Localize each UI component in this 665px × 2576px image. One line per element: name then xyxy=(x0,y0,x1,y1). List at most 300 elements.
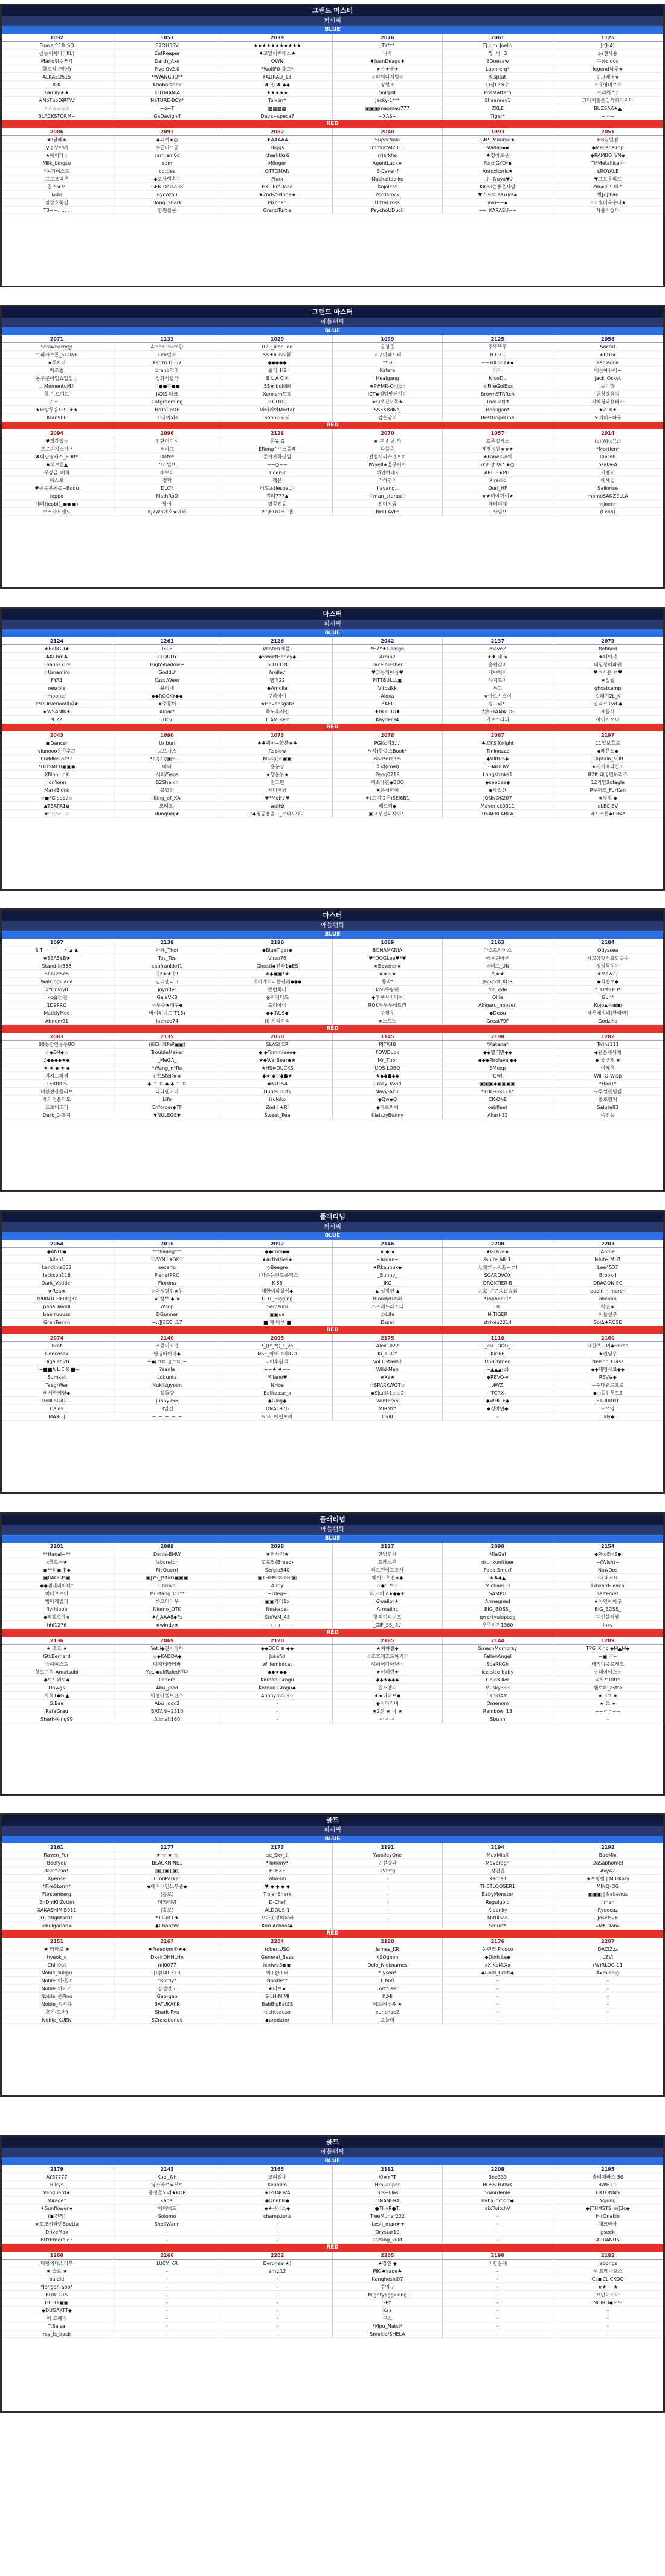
player-name: paldid xyxy=(2,2275,112,2283)
player-name: hyeok_c xyxy=(2,1953,112,1961)
player-name: GaDavignff xyxy=(112,112,222,120)
team-score: 2135 xyxy=(112,1033,222,1041)
player-name: kobi xyxy=(2,191,112,199)
player-name: CatReaper xyxy=(112,50,222,57)
table-row xyxy=(2,1945,663,1953)
player-name: Cj.cjm_Joel☆ xyxy=(443,42,553,50)
player-name: ikiFireGolExx xyxy=(443,382,553,390)
team-score: 2076 xyxy=(332,34,442,42)
player-name: ice-sice-baby xyxy=(443,1668,553,1676)
player-name: ◆◆엔테리아너* xyxy=(2,1582,112,1590)
player-name: 레드히고★◆◆★ xyxy=(332,1590,442,1598)
player-name: ◆Chantxx xyxy=(112,1922,222,1930)
team-score: 2203 xyxy=(553,1240,663,1248)
player-name: ◆ANDI◆ xyxy=(2,1248,112,1256)
player-name: Dawgs xyxy=(2,1684,112,1692)
player-name: ★킨님우 xyxy=(553,1350,663,1358)
table-row xyxy=(2,1566,663,1574)
player-name: 항린볼론 xyxy=(112,207,222,214)
table-row xyxy=(2,1096,663,1103)
player-name: Maveragh xyxy=(443,1859,553,1867)
player-name: 지혜청와유테가 xyxy=(553,398,663,406)
player-name: MINQ-OG xyxy=(553,1883,663,1890)
player-name: SCrossbone$ xyxy=(112,2016,222,2024)
table-row xyxy=(2,57,663,65)
table-row xyxy=(2,351,663,359)
player-name: ★치야갈◆ xyxy=(332,1645,442,1653)
player-name: 재야치아 xyxy=(443,669,553,676)
player-name: Kojolcat xyxy=(332,183,442,191)
player-name: ☆SPARKWOT☆ xyxy=(332,1381,442,1389)
team-score: 2192 xyxy=(553,1843,663,1851)
table-row xyxy=(2,144,663,152)
player-name: DkairDHHLHn xyxy=(112,1953,222,1961)
player-name: Ollie xyxy=(443,994,553,1001)
table-row xyxy=(2,954,663,962)
player-name: Raven_Fun xyxy=(2,1851,112,1859)
player-name: *Wang_n*Ro xyxy=(112,1064,222,1072)
player-name: *Mortien* xyxy=(553,445,663,453)
table-row xyxy=(2,1111,663,1119)
player-name: 뚜뚜뚜뚜 xyxy=(443,343,553,351)
player-name: Iko@ⓨ전 xyxy=(2,994,112,1001)
player-name: HK~Era-Taco xyxy=(222,183,332,191)
player-name: mi0077 xyxy=(112,1961,222,1969)
player-name: - xyxy=(443,2008,553,2016)
table-row xyxy=(2,1582,663,1590)
player-name: Yet.i◆진어레하 xyxy=(112,1645,222,1653)
player-name: - xyxy=(112,2314,222,2322)
table-row xyxy=(2,199,663,207)
player-name: (i) 거리까리 xyxy=(222,1017,332,1025)
player-name: - xyxy=(222,2299,332,2307)
player-name: ★ 티마로 ★ xyxy=(2,1945,112,1953)
table-row xyxy=(2,1311,663,1319)
player-name: ♡●●♡●● xyxy=(112,382,222,390)
player-name: - xyxy=(112,2307,222,2314)
player-name: 러하영이 xyxy=(332,477,442,484)
player-name: - xyxy=(222,2283,332,2291)
player-name: ***haang*** xyxy=(112,1248,222,1256)
player-name: 호기(도마) xyxy=(2,2008,112,2016)
table-row xyxy=(2,2173,663,2181)
player-name: Uh-Ohmeo xyxy=(443,1358,553,1366)
player-name: 바이위너드(T15) xyxy=(112,1009,222,1017)
team-score: 1145 xyxy=(332,1033,442,1041)
player-name: MiaGal xyxy=(443,1550,553,1558)
player-name: 아젠아셀로젠스 xyxy=(112,1692,222,1700)
table-row xyxy=(2,700,663,708)
player-name: Ainar* xyxy=(112,708,222,716)
player-name: 폭.야르기르 xyxy=(2,390,112,398)
blue-team-band: BLUE xyxy=(2,1232,663,1240)
red-team-band: RED xyxy=(2,1629,663,1637)
player-name: alleoon xyxy=(553,1295,663,1303)
player-name: Enforcer◆TF xyxy=(112,1103,222,1111)
table-row xyxy=(2,1001,663,1009)
player-name: ♡/VOLLXOX♡ xyxy=(112,1256,222,1264)
player-name: 대한이하실에◆ xyxy=(222,1287,332,1295)
player-name: robertUSO xyxy=(222,1945,332,1953)
player-name: 애폐(jeobl(_▣▣▣) xyxy=(2,500,112,508)
player-name: P무원즈_FurKan xyxy=(553,786,663,794)
player-name: **WANG.IO** xyxy=(112,73,222,81)
player-name: <Bulgarian> xyxy=(2,1922,112,1930)
player-name: - xyxy=(553,1985,663,1993)
player-name: MarkBlock xyxy=(2,786,112,794)
player-name: TPG_King ◆M▲M◆ xyxy=(553,1645,663,1653)
player-name: *E7Y★George xyxy=(332,645,442,653)
player-name: _Bunny_ xyxy=(332,1271,442,1279)
player-name: Alexa xyxy=(332,692,442,700)
player-name: Akari-13 xyxy=(443,1111,553,1119)
player-name: jeppo xyxy=(2,492,112,500)
player-name: ★★★★★★★★★★★ xyxy=(222,42,332,50)
player-name: ~::][EEE_.17 xyxy=(112,1319,222,1326)
blue-team-band: BLUE xyxy=(2,2157,663,2165)
player-name: sono☆뭐뭐 xyxy=(222,414,332,422)
player-name: ~▲▲▲(d) xyxy=(443,1366,553,1373)
player-name: 이+@+버 xyxy=(222,1969,332,1977)
table-row xyxy=(2,207,663,214)
team-score: 1282 xyxy=(553,1033,663,1041)
red-team-table xyxy=(2,1637,663,1723)
player-name: SuperNola xyxy=(332,136,442,144)
player-name: - xyxy=(332,1875,442,1883)
table-row xyxy=(2,1598,663,1605)
blue-team-table xyxy=(2,939,663,1025)
panel-subtitle: 퍼시픽 xyxy=(2,16,663,26)
player-name: ●THyR●T. xyxy=(332,2205,442,2212)
player-name: Flower110_SO xyxy=(2,42,112,50)
player-name: 해투배정배(한라마) xyxy=(553,1009,663,1017)
player-name: Kuei_Nh xyxy=(112,2173,222,2181)
player-name: ★중문이 xyxy=(112,700,222,708)
player-name: 헤시드우전★◆ xyxy=(332,1574,442,1582)
player-name: Niomo_OTK xyxy=(112,1605,222,1613)
player-name: Allen1 xyxy=(2,1256,112,1264)
player-name: FAQRAD_13 xyxy=(222,73,332,81)
player-name: 구루쩔한팀팀 xyxy=(553,1088,663,1096)
table-row xyxy=(2,2228,663,2236)
table-row xyxy=(2,2189,663,2197)
team-score: 1261 xyxy=(112,637,222,645)
player-name: ◆Dinh Le◆ xyxy=(443,1953,553,1961)
player-name: 구팔운 xyxy=(332,1009,442,1017)
table-row xyxy=(2,1684,663,1692)
rank-panel xyxy=(0,607,665,891)
player-name: LUCY_KR xyxy=(112,2260,222,2267)
player-name: Firs~lilas xyxy=(332,2189,442,2197)
player-name: ★BellGO★ xyxy=(2,645,112,653)
player-name: - xyxy=(443,2000,553,2008)
player-name: move2 xyxy=(443,645,553,653)
player-name: 원스엔지 xyxy=(332,1684,442,1692)
player-name: dLEC-EV xyxy=(553,802,663,810)
player-name: 팀그리드 xyxy=(443,700,553,708)
player-name: 경찰흐룩긴 xyxy=(2,199,112,207)
team-score: 2191 xyxy=(332,1843,442,1851)
player-name: ◆VIRUS◆ xyxy=(443,755,553,763)
player-name: - xyxy=(443,2291,553,2299)
player-name: ~Oleg~ xyxy=(222,1590,332,1598)
score-row xyxy=(2,34,663,42)
player-name: - xyxy=(222,2236,332,2244)
team-score: 1090 xyxy=(112,731,222,739)
player-name: R2ft 태정면하리즈 xyxy=(553,771,663,779)
team-score: 2197 xyxy=(553,731,663,739)
player-name: ★★ ~ ★ xyxy=(553,2283,663,2291)
table-row xyxy=(2,676,663,684)
panel-subtitle: 애틀랜틱 xyxy=(2,1525,663,1535)
player-name: 큰번둑바 xyxy=(222,986,332,994)
table-row xyxy=(2,414,663,422)
red-team-table xyxy=(2,731,663,818)
score-row xyxy=(2,429,663,437)
player-name: ScaRKGh xyxy=(443,1660,553,1668)
player-name: NSF_아메그마IGO xyxy=(222,1350,332,1358)
player-name: Uriburi xyxy=(112,739,222,747)
player-name: ♦JuanDeago♦ xyxy=(332,57,442,65)
red-team-band: RED xyxy=(2,422,663,429)
player-name: 大和-YAMATO- xyxy=(443,708,553,716)
player-name: - xyxy=(443,2212,553,2220)
player-name: *여기이스트 xyxy=(2,167,112,175)
player-name: Socrat xyxy=(553,343,663,351)
player-name: sixTwitchV xyxy=(443,2205,553,2212)
blue-team-band: BLUE xyxy=(2,629,663,637)
player-name: ~_~_~_~_~ xyxy=(112,1413,222,1421)
team-score: 2067 xyxy=(443,731,553,739)
player-name: ~~_KARASU~~ xyxy=(443,207,553,214)
player-name: ★(도미)2두)SEI6B1 xyxy=(332,794,442,802)
player-name: ◆WHITE◆ xyxy=(443,1397,553,1405)
player-name: xX.KeM.Xx xyxy=(443,1961,553,1969)
player-name: - xyxy=(112,2228,222,2236)
player-name: Flurx xyxy=(222,175,332,183)
player-name: 프론킹커스 xyxy=(443,437,553,445)
table-row xyxy=(2,2275,663,2283)
table-row xyxy=(2,645,663,653)
player-name: - xyxy=(112,2322,222,2330)
player-name: Maverick0311 xyxy=(443,802,553,810)
player-name: FYA1 xyxy=(2,676,112,684)
player-name: 리부트Ultra xyxy=(553,1676,663,1684)
player-name: ㅎ나그 xyxy=(112,445,222,453)
player-name: Sweet_Pea xyxy=(222,1111,332,1119)
player-name: Xpense xyxy=(2,1875,112,1883)
player-name: eagleone xyxy=(553,359,663,367)
table-row xyxy=(2,50,663,57)
player-name: *Mpu_Natsi* xyxy=(332,2322,442,2330)
player-name: - xyxy=(332,1898,442,1906)
player-name: ★Rea★ xyxy=(2,1287,112,1295)
table-row xyxy=(2,1590,663,1598)
team-score: 2167 xyxy=(112,1938,222,1945)
table-row xyxy=(2,2197,663,2205)
table-row xyxy=(2,367,663,374)
panel-subtitle: 퍼시픽 xyxy=(2,1826,663,1836)
player-name: Noble_콘Pino xyxy=(2,1993,112,2000)
table-row xyxy=(2,390,663,398)
player-name: - xyxy=(553,2314,663,2322)
player-name: 용우문아밀쇼밀밀ৃ xyxy=(2,374,112,382)
player-name: ~~○~~ xyxy=(222,461,332,469)
player-name: Abnom91 xyxy=(2,1017,112,1025)
player-name: Semsubi xyxy=(222,1303,332,1311)
player-name: LZVi xyxy=(553,1953,663,1961)
player-name: Tos_Tos xyxy=(112,954,222,962)
table-row xyxy=(2,684,663,692)
player-name: Sol∆♦ROSE xyxy=(553,1319,663,1326)
player-name: drunkonltiger xyxy=(443,1558,553,1566)
table-row xyxy=(2,1056,663,1064)
player-name: Noble_KUEN xyxy=(2,2016,112,2024)
player-name: MaxMiaX xyxy=(443,1851,553,1859)
player-name: ☆●*Globe♪☆ xyxy=(2,794,112,802)
player-name: ROK투투투네트리 xyxy=(332,1001,442,1009)
team-score: 1073 xyxy=(222,731,332,739)
blue-team-table xyxy=(2,1240,663,1326)
player-name: XMonjur.K xyxy=(2,771,112,779)
player-name: PrisMattern xyxy=(443,89,553,97)
team-score: 2198 xyxy=(443,1033,553,1041)
table-row xyxy=(2,374,663,382)
player-name: 간트Stell★★ xyxy=(112,1072,222,1080)
player-name: ♥ ◆ ◆ ◆ ◆ xyxy=(222,1883,332,1890)
player-name: ★이혜린★ xyxy=(332,1668,442,1676)
player-name: *DOSMEH▣▣◆ xyxy=(2,763,112,771)
player-name: 소니어외s xyxy=(112,414,222,422)
table-row xyxy=(2,661,663,669)
rank-panel xyxy=(0,2135,665,2413)
player-name: Katsra xyxy=(332,367,442,374)
player-name: Captain_KOR xyxy=(553,755,663,763)
player-name: GoldKiller xyxy=(443,1676,553,1684)
player-name: Xiradic xyxy=(443,477,553,484)
player-name: Concesox xyxy=(2,1350,112,1358)
team-score: 1093 xyxy=(443,128,553,136)
player-name: Avy42 xyxy=(553,1867,663,1875)
player-name: AgentLuck★ xyxy=(332,159,442,167)
player-name: Korean-Grogu xyxy=(222,1676,332,1684)
table-row xyxy=(2,2000,663,2008)
player-name: ▣▣▣maomao777 xyxy=(332,104,442,112)
player-name: NOIRO◆도도 xyxy=(553,2299,663,2307)
red-team-band: RED xyxy=(2,1326,663,1334)
player-name: 아돌선부 xyxy=(553,1311,663,1319)
player-name: FINANERA xyxy=(332,2197,442,2205)
player-name: charlikkr6 xyxy=(222,152,332,159)
table-row xyxy=(2,1295,663,1303)
player-name: MightyEggkking xyxy=(332,2291,442,2299)
player-name: GrandTurtle xyxy=(222,207,332,214)
player-name: ★헤이셔 xyxy=(553,653,663,661)
red-team-table xyxy=(2,429,663,516)
table-row xyxy=(2,1676,663,1684)
table-row xyxy=(2,453,663,461)
player-name: ★2위 ★ 나 ★ xyxy=(332,1707,442,1715)
panel-subtitle: 애틀랜틱 xyxy=(2,921,663,931)
player-name: ★아르시스이 xyxy=(443,692,553,700)
team-score: 2073 xyxy=(553,637,663,645)
player-name: ▣▣가미1x xyxy=(222,1598,332,1605)
player-name: ◆피셔★○ xyxy=(112,136,222,144)
player-name: 8Dnesaw xyxy=(443,57,553,65)
player-name: NSF_아린토이 xyxy=(222,1413,332,1421)
player-name: ♣ 집 ♣ ◆◆ xyxy=(222,81,332,89)
player-name: Fürstenberg xyxy=(2,1890,112,1898)
blue-team-band: BLUE xyxy=(2,327,663,335)
player-name: Kayder34 xyxy=(332,716,442,724)
table-row xyxy=(2,1969,663,1977)
player-name: Jjavang.. xyxy=(332,484,442,492)
player-name: StoWM_45 xyxy=(222,1613,332,1621)
player-name: ☆헤이스트 xyxy=(2,1660,112,1668)
player-name: 빔메레빌리 xyxy=(2,1598,112,1605)
table-row xyxy=(2,81,663,89)
table-row xyxy=(2,343,663,351)
player-name: 동이항 xyxy=(553,382,663,390)
player-name: KiOvi는좋은사람 xyxy=(443,183,553,191)
player-name: 人間プァスあーコ! xyxy=(443,1264,553,1271)
player-name: ♣고KS Knight xyxy=(443,739,553,747)
player-name: ◆레펠로에★ xyxy=(2,1613,112,1621)
player-name: Musky333 xyxy=(443,1684,553,1692)
player-name: ■ 제 바루 ■ xyxy=(222,1319,332,1326)
table-row xyxy=(2,1977,663,1985)
player-name: Josefs26 xyxy=(553,1914,663,1922)
player-name: Nelson_Class xyxy=(553,1358,663,1366)
player-name: ★♦ 네 ★ xyxy=(443,653,553,661)
player-name: DACIZzz xyxy=(553,1945,663,1953)
player-name: Godd♂ xyxy=(112,669,222,676)
player-name: ◆◆◆Pirolaval◆◆ xyxy=(443,1056,553,1064)
player-name: - xyxy=(112,2267,222,2275)
rank-panel xyxy=(0,1813,665,2097)
team-score: 2201 xyxy=(2,1543,112,1550)
player-name: ~_৬u~୦୦୦_~ xyxy=(443,1342,553,1350)
table-row xyxy=(2,1914,663,1922)
player-name: ★◆▣▣*★ xyxy=(222,970,332,978)
player-name: Madao▪▪ xyxy=(443,144,553,152)
player-name: 볼로핑쳐 xyxy=(553,1096,663,1103)
player-name: 수군이모군 xyxy=(112,144,222,152)
player-name: ps캔사용 xyxy=(553,50,663,57)
player-name: 사혁1◆Gi▲ xyxy=(2,1692,112,1700)
player-name: *(사)한을스Book* xyxy=(332,747,442,755)
table-row xyxy=(2,97,663,104)
player-name: 짱_시 _3 xyxy=(443,50,553,57)
table-row xyxy=(2,382,663,390)
player-name: ~(Wish)~ xyxy=(553,1558,663,1566)
player-name: Five-0v2.0 xyxy=(112,65,222,73)
player-name: - xyxy=(112,2291,222,2299)
player-name: - xyxy=(553,2330,663,2338)
player-name: ᏗWZ xyxy=(443,1381,553,1389)
player-name: *Katana* xyxy=(443,1041,553,1049)
table-row xyxy=(2,477,663,484)
player-name: ◆OnehIs◆ xyxy=(222,2197,332,2205)
player-name: 9.22 xyxy=(2,716,112,724)
player-name: ★WSANIK★ xyxy=(2,708,112,716)
player-name: 하얀하네K xyxy=(332,469,442,477)
player-name: ☆◆KADDA◆ xyxy=(112,1653,222,1660)
team-score: 2092 xyxy=(222,1240,332,1248)
player-name: ★NoTboDiRTY♪ xyxy=(2,97,112,104)
player-name: 호리(coal) xyxy=(332,763,442,771)
table-row xyxy=(2,1613,663,1621)
